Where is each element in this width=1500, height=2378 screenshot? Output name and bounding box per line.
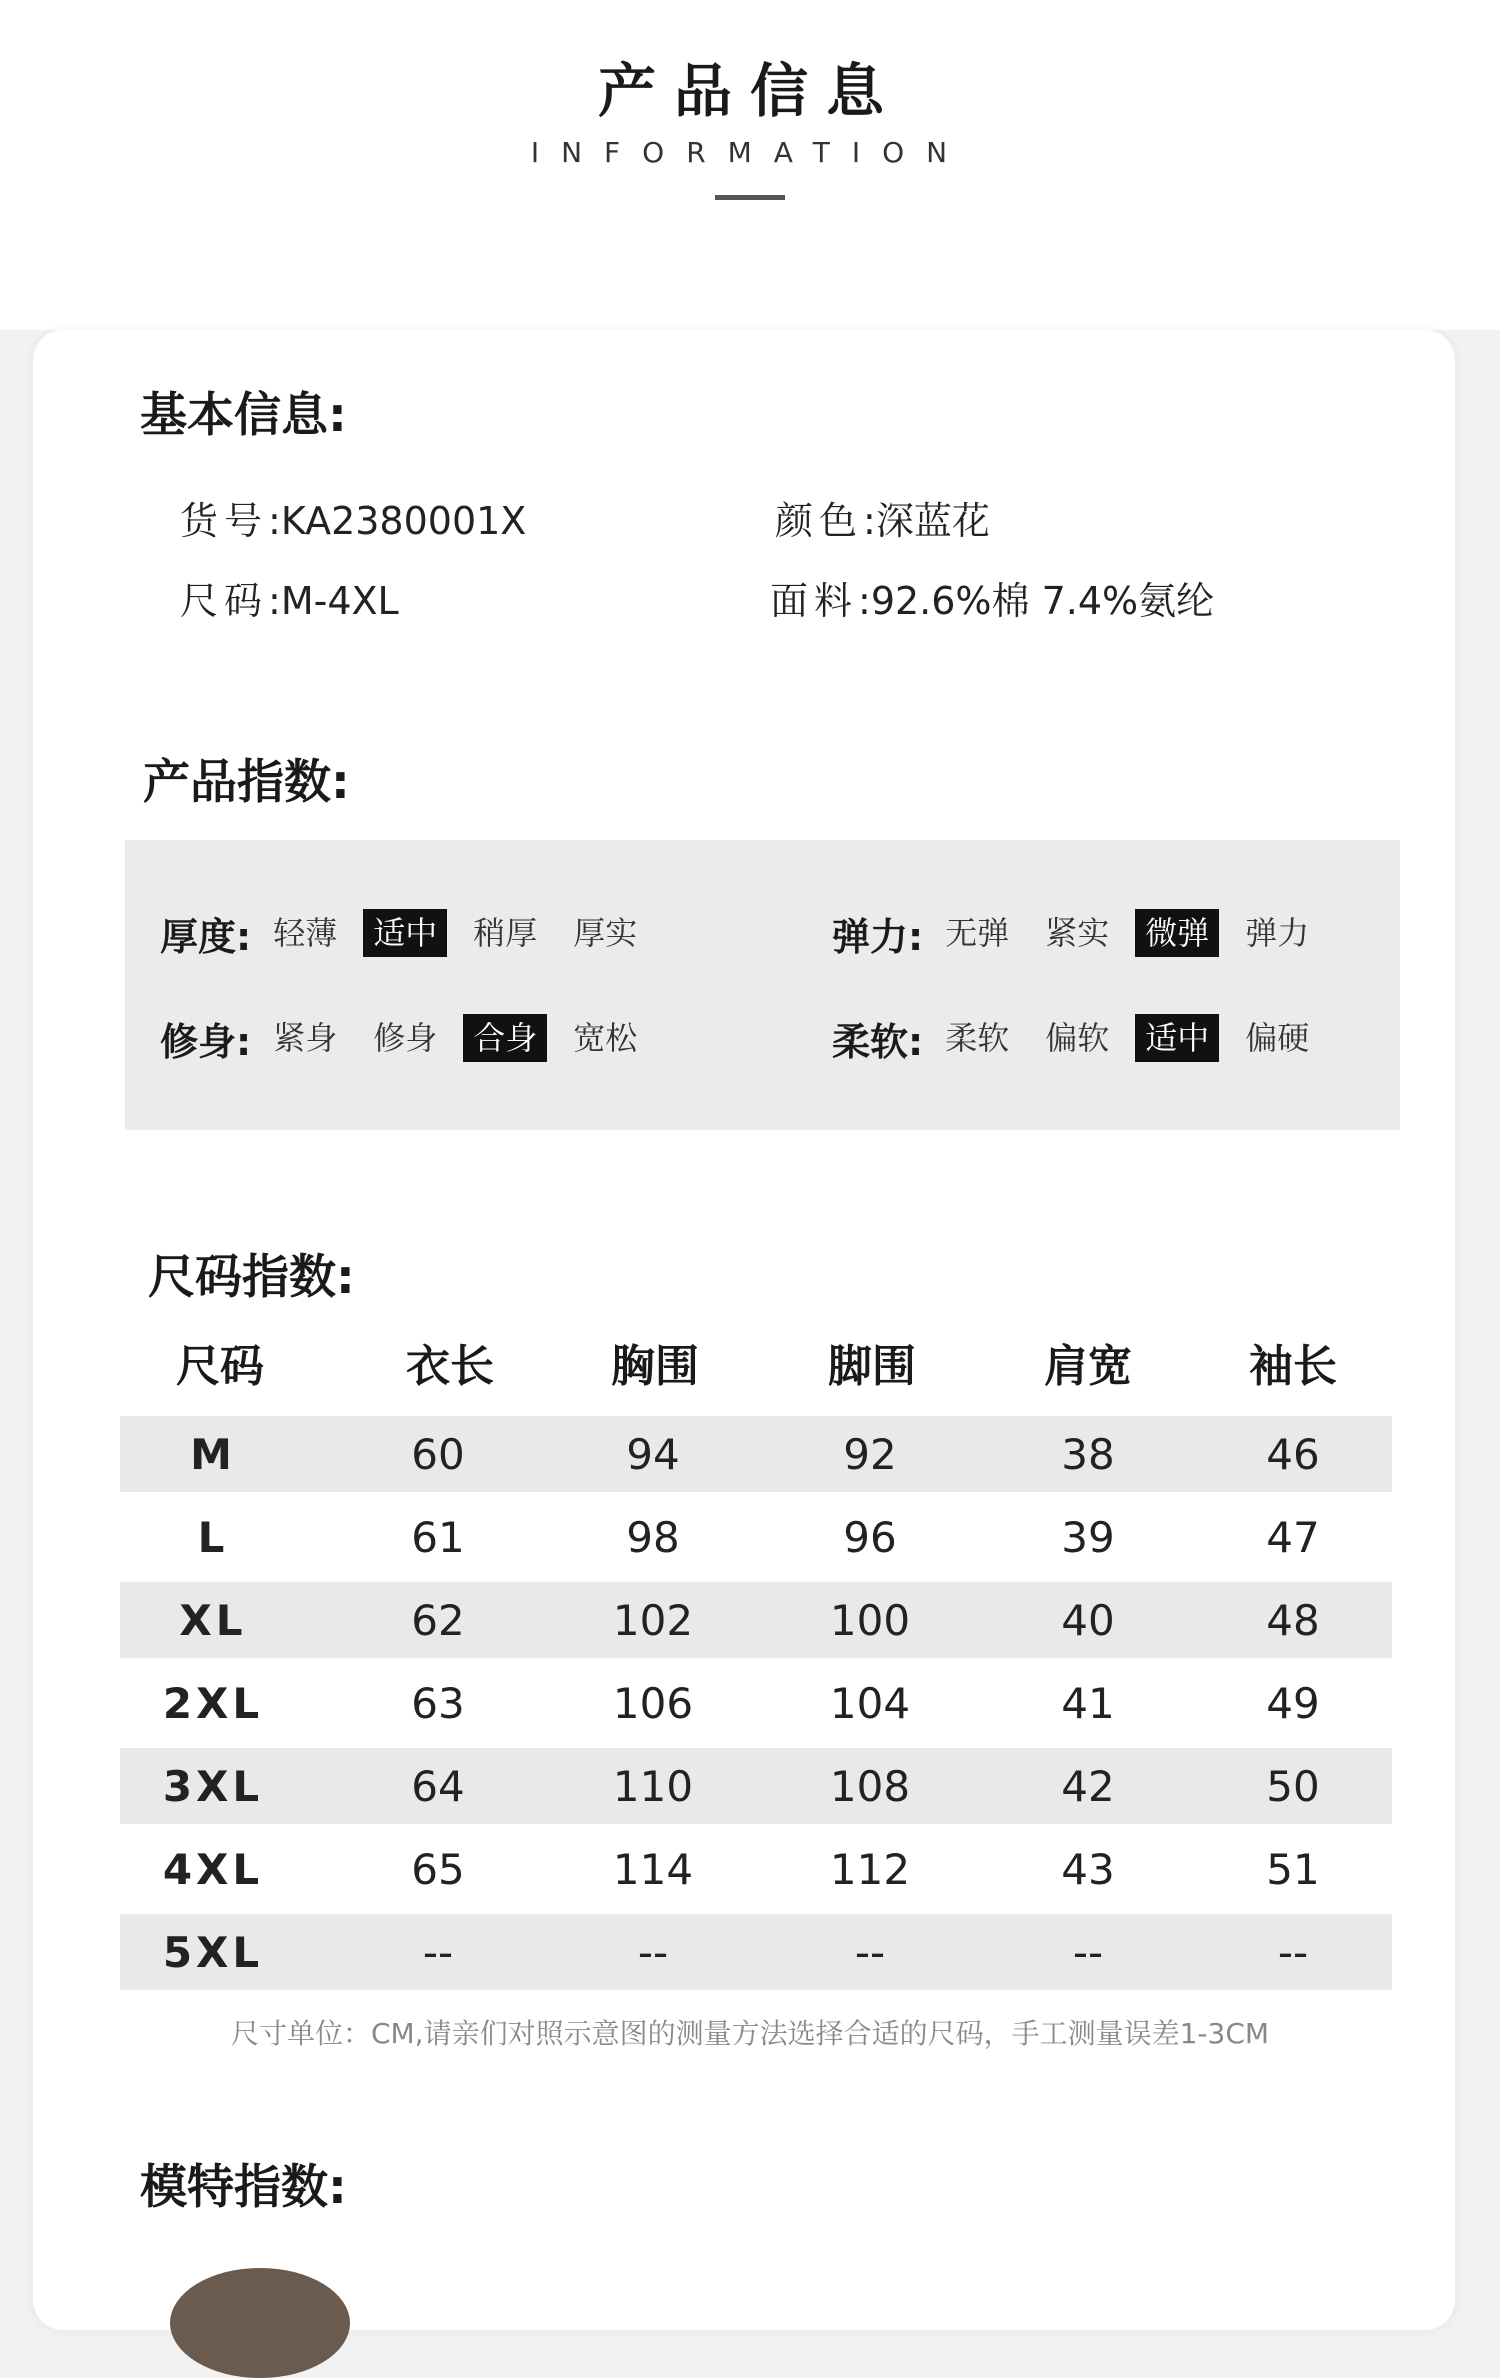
product-index-panel — [125, 840, 1400, 1130]
measure-cell: 46 — [1266, 1430, 1320, 1479]
elasticity-option: 紧实 — [1045, 914, 1110, 952]
measure-cell: 42 — [1061, 1762, 1115, 1811]
measure-cell: -- — [854, 1928, 886, 1977]
measure-cell: -- — [1072, 1928, 1104, 1977]
measure-cell: 39 — [1061, 1513, 1115, 1562]
measure-cell: 49 — [1266, 1679, 1320, 1728]
size-cell: M — [190, 1430, 236, 1479]
measure-cell: 92 — [843, 1430, 897, 1479]
measure-cell: -- — [637, 1928, 669, 1977]
model-index-title: 模特指数: — [140, 2160, 347, 2215]
thickness-option-selected: 适中 — [363, 909, 447, 957]
thickness-row: 厚度: 轻薄 适中 稍厚 厚实 — [160, 907, 663, 959]
measure-cell: 60 — [411, 1430, 465, 1479]
measure-cell: 100 — [829, 1596, 911, 1645]
measure-cell: 106 — [612, 1679, 694, 1728]
fit-row: 修身: 紧身 修身 合身 宽松 — [160, 1012, 663, 1064]
fit-option: 宽松 — [573, 1019, 638, 1057]
model-avatar — [170, 2268, 350, 2378]
basic-info-title: 基本信息: — [140, 388, 347, 443]
product-index-title: 产品指数: — [143, 755, 350, 810]
measure-cell: 108 — [829, 1762, 911, 1811]
fit-option: 修身 — [373, 1019, 438, 1057]
measure-cell: 98 — [626, 1513, 680, 1562]
table-row — [120, 1582, 1392, 1658]
thickness-option: 稍厚 — [473, 914, 538, 952]
measure-cell: 48 — [1266, 1596, 1320, 1645]
title-divider — [715, 195, 785, 200]
softness-option: 偏软 — [1045, 1019, 1110, 1057]
measure-cell: 112 — [829, 1845, 911, 1894]
page-subtitle: INFORMATION — [530, 136, 970, 169]
size-cell: L — [197, 1513, 229, 1562]
size-range: 尺码:M-4XL — [180, 579, 399, 623]
color-info: 颜色:深蓝花 — [775, 499, 990, 543]
fabric-info: 面料:92.6%棉 7.4%氨纶 — [770, 579, 1215, 623]
elasticity-option: 无弹 — [945, 914, 1010, 952]
column-header: 袖长 — [1249, 1341, 1337, 1392]
column-header: 胸围 — [611, 1341, 699, 1392]
measure-cell: 94 — [626, 1430, 680, 1479]
table-row — [120, 1499, 1392, 1575]
table-row — [120, 1416, 1392, 1492]
measure-cell: 96 — [843, 1513, 897, 1562]
measure-cell: 41 — [1061, 1679, 1115, 1728]
measure-cell: 102 — [612, 1596, 694, 1645]
softness-option: 偏硬 — [1245, 1019, 1310, 1057]
table-row — [120, 1748, 1392, 1824]
item-number: 货号:KA2380001X — [180, 499, 527, 543]
measure-cell: -- — [1277, 1928, 1309, 1977]
column-header: 脚围 — [828, 1341, 916, 1392]
size-cell: 2XL — [162, 1679, 264, 1728]
fit-option-selected: 合身 — [463, 1014, 547, 1062]
table-row — [120, 1831, 1392, 1907]
size-chart-title: 尺码指数: — [148, 1250, 355, 1305]
elasticity-option: 弹力 — [1245, 914, 1310, 952]
measure-cell: 110 — [612, 1762, 694, 1811]
elasticity-row: 弹力: 无弹 紧实 微弹 弹力 — [832, 907, 1335, 959]
table-row — [120, 1665, 1392, 1741]
size-cell: 4XL — [162, 1845, 264, 1894]
measure-cell: 43 — [1061, 1845, 1115, 1894]
size-cell: XL — [179, 1596, 247, 1645]
column-header: 衣长 — [406, 1341, 494, 1392]
measure-cell: 61 — [411, 1513, 465, 1562]
measure-cell: 50 — [1266, 1762, 1320, 1811]
size-table-header — [0, 1330, 1500, 1390]
size-cell: 3XL — [162, 1762, 264, 1811]
softness-option-selected: 适中 — [1135, 1014, 1219, 1062]
thickness-option: 轻薄 — [273, 914, 338, 952]
header-area — [0, 0, 1500, 330]
measure-cell: 65 — [411, 1845, 465, 1894]
measure-cell: 63 — [411, 1679, 465, 1728]
size-cell: 5XL — [162, 1928, 264, 1977]
measure-cell: 114 — [612, 1845, 694, 1894]
measure-cell: 38 — [1061, 1430, 1115, 1479]
size-note: 尺寸单位：CM,请亲们对照示意图的测量方法选择合适的尺码，手工测量误差1-3CM — [230, 2017, 1270, 2050]
table-row — [120, 1914, 1392, 1990]
measure-cell: 47 — [1266, 1513, 1320, 1562]
measure-cell: 51 — [1266, 1845, 1320, 1894]
page-title: 产品信息 — [597, 57, 902, 125]
measure-cell: 64 — [411, 1762, 465, 1811]
measure-cell: 104 — [829, 1679, 911, 1728]
softness-option: 柔软 — [945, 1019, 1010, 1057]
column-header: 尺码 — [176, 1341, 264, 1392]
elasticity-option-selected: 微弹 — [1135, 909, 1219, 957]
thickness-option: 厚实 — [573, 914, 638, 952]
measure-cell: 62 — [411, 1596, 465, 1645]
softness-row: 柔软: 柔软 偏软 适中 偏硬 — [832, 1012, 1335, 1064]
column-header: 肩宽 — [1044, 1341, 1132, 1392]
fit-option: 紧身 — [273, 1019, 338, 1057]
measure-cell: -- — [422, 1928, 454, 1977]
measure-cell: 40 — [1061, 1596, 1115, 1645]
